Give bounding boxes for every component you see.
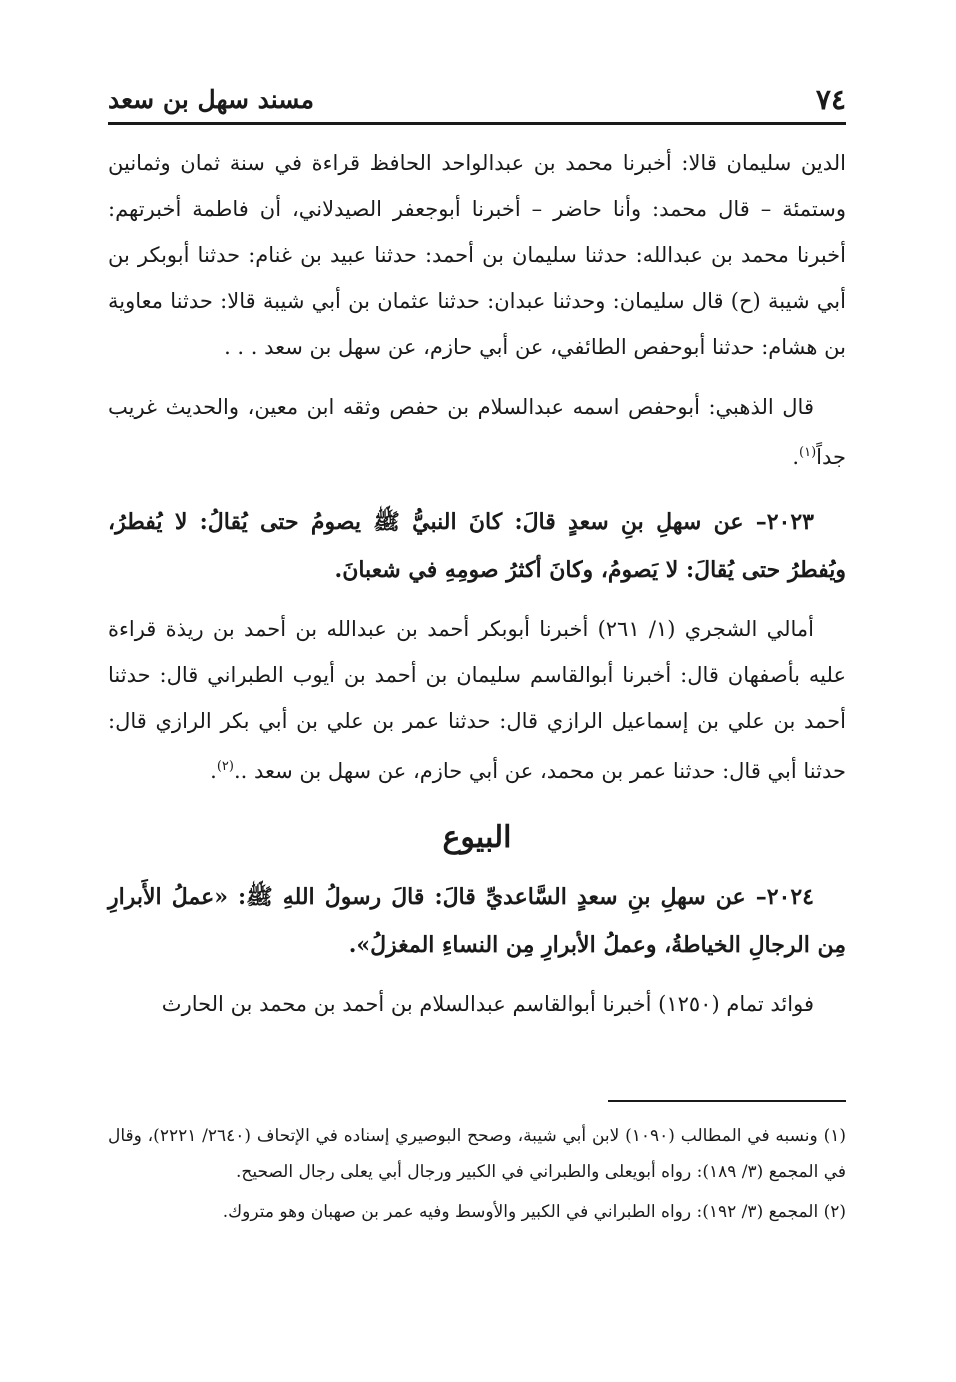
- header-rule: [108, 122, 846, 125]
- footnote-ref-1[interactable]: (١): [799, 445, 817, 460]
- footnote-rule: [608, 1100, 846, 1102]
- paragraph-fawaid-tammam: فوائد تمام (١٢٥٠) أخبرنا أبوالقاسم عبدالسلام بن أحمد بن محمد بن الحارث: [161, 992, 814, 1016]
- running-title: مسند سهل بن سعد: [108, 84, 314, 114]
- paragraph-isnad-continuation: [108, 140, 846, 370]
- section-title: البيوع: [442, 820, 512, 855]
- page-header: [108, 80, 846, 118]
- paragraph-end: .: [792, 445, 800, 469]
- paragraph-text: أمالي الشجري (١/ ٢٦١) أخبرنا أبوبكر أحمد بن عبدالله بن أحمد بن ريذة قراءة عليه بأصفهان قال: أخبرنا أبوالقاسم سليمان بن أحمد بن أيوب الطبراني قال: حدثنا أحمد بن علي بن إسماعيل الرازي قال: حدثنا عمر بن علي بن أبي بكر الرازي قال: حدثنا أبي قال: حدثنا عمر بن محمد، عن أبي حازم، عن سهل بن سعد ..: [108, 617, 846, 783]
- paragraph-dhahabi-comment: [108, 384, 846, 480]
- footnote-2: (٢) المجمع (٣/ ١٩٢): رواه الطبراني في الكبير والأوسط وفيه عمر بن صهبان وهو متروك.: [222, 1202, 846, 1222]
- footnote-ref-2[interactable]: (٢): [216, 759, 234, 774]
- paragraph-text: قال الذهبي: أبوحفص اسمه عبدالسلام بن حفص وثقه ابن معين، والحديث غريب جداً: [108, 395, 846, 469]
- main-text: [108, 140, 846, 1041]
- paragraph-text: الدين سليمان قالا: أخبرنا محمد بن عبدالواحد الحافظ قراءة في سنة ثمان وثمانين وستمئة – قال محمد: وأنا حاضر – أخبرنا أبوجعفر الصيدلاني، أن فاطمة أخبرتهم: أخبرنا محمد بن عبدالله: حدثنا سليمان بن أحمد: حدثنا عبيد بن غنام: حدثنا أبوبكر بن أبي شيبة (ح) قال سليمان: وحدثنا عبدان: حدثنا عثمان بن أبي شيبة قالا: حدثنا معاوية بن هشام: حدثنا أبوحفص الطائفي، عن أبي حازم، عن سهل بن سعد . . .: [108, 151, 846, 359]
- footnote-1: (١) ونسبه في المطالب (١٠٩٠) لابن أبي شيبة، وصحح البوصيري إسناده في الإتحاف (٢٦٤٠/ ٢٢٢١)، وقال في المجمع (٣/ ١٨٩): رواه أبويعلى والطبراني في الكبير ورجال أبي يعلى رجال الصحيح.: [108, 1126, 846, 1182]
- paragraph-end: .: [210, 759, 217, 783]
- footnotes: [108, 1118, 846, 1234]
- page-number: ٧٤: [815, 82, 846, 116]
- hadith-2024: ٢٠٢٤– عن سهلِ بنِ سعدٍ السَّاعديِّ قالَ: قالَ رسولُ اللهِ ﷺ: «عملُ الأَبرارِ مِن الرجالِ الخياطةُ، وعملُ الأبرارِ مِن النساءِ المغزلُ».: [108, 884, 846, 958]
- hadith-2023: ٢٠٢٣– عن سهلِ بنِ سعدٍ قالَ: كانَ النبيُّ ﷺ يصومُ حتى يُقالُ: لا يُفطرُ، ويُفطرُ حتى يُقالَ: لا يَصومُ، وكانَ أكثرُ صومِهِ في شعبانَ.: [108, 509, 846, 583]
- paragraph-amali-shajari: [108, 606, 846, 794]
